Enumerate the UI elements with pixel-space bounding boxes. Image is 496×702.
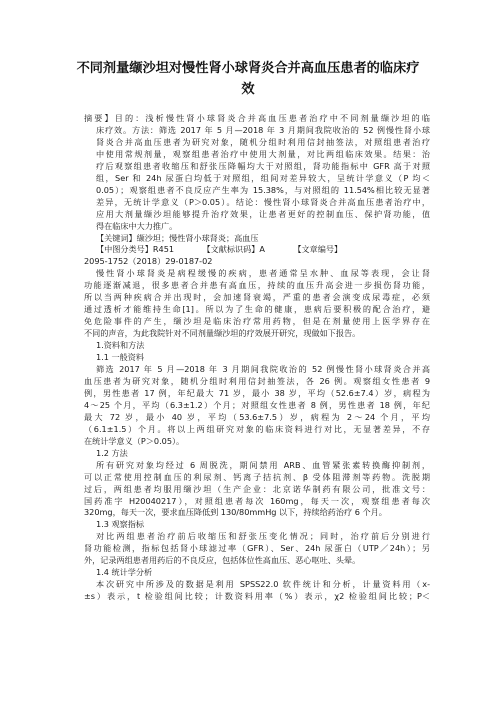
body-line: 筛选 2017 年 5 月—2018 年 3 月期间我院收治的 52 例慢性肾小球肾炎合并高 bbox=[96, 364, 430, 375]
paper-body bbox=[84, 113, 430, 603]
section-heading: 1.资料和方法 bbox=[96, 340, 145, 351]
subsection-heading: 1.1 一般资料 bbox=[96, 352, 145, 363]
abstract-line: 0.05）；观察组患者不良反应产生率为 15.38%，与对照组的 11.54%相比较无显著 bbox=[96, 184, 430, 195]
subsection-heading: 1.2 方法 bbox=[96, 447, 128, 458]
intro-line: 慢性肾小球肾炎是病程缓慢的疾病，患者通常呈水肿、血尿等表现，会让肾 bbox=[96, 268, 430, 279]
intro-line: 不同的声音，为此我院针对不同剂量缬沙坦的疗效展开研究，现做如下报告。 bbox=[84, 328, 361, 339]
body-line: 4～25 个月，平均（6.3±1.2）个月；对照组女性患者 8 例，男性患者 18 例，年纪 bbox=[84, 399, 430, 410]
abstract-line: 得在临床中大力推广。 bbox=[96, 220, 178, 231]
body-line: 可以正常使用控制血压的利尿剂、钙离子拮抗剂、β 受体阻滞剂等药物。洗脱期 bbox=[84, 471, 430, 482]
classification-line: 【中图分类号】R451 【文献标识码】A 【文章编号】 bbox=[96, 244, 343, 255]
body-line: 在统计学意义（P＞0.05）。 bbox=[84, 435, 185, 446]
body-line: 外，记录两组患者用药后的不良反应，包括体位性高血压、恶心呕吐、头晕。 bbox=[84, 555, 361, 566]
body-line: 国药准字 H20040217），对照组患者每次 160mg，每天一次，观察组患者每次 bbox=[84, 495, 430, 506]
abstract-line: 差异，无统计学意义（P＞0.05）。结论：慢性肾小球肾炎合并高血压患者治疗中， bbox=[96, 196, 430, 207]
abstract-line: 中使用常规剂量，观察组患者治疗中使用大剂量，对比两组临床效果。结果：治 bbox=[96, 148, 430, 159]
body-line: 本次研究中所涉及的数据是利用 SPSS22.0 软件统计和分析，计量资料用（x- bbox=[96, 579, 430, 590]
body-line: 例，男性患者 17 例，年纪最大 71 岁，最小 38 岁，平均（52.6±7.4）岁，病程为 bbox=[84, 387, 430, 398]
abstract-line: 组，Ser 和 24h 尿蛋白均低于对照组，组间对差异较大，呈统计学意义（P 均＜ bbox=[96, 172, 430, 183]
paper-title bbox=[40, 58, 456, 100]
body-line: 过后，两组患者均服用缬沙坦（生产企业：北京诺华制药有限公司，批准文号： bbox=[84, 483, 430, 494]
body-line: 所有研究对象均经过 6 周脱洗，期间禁用 ARB、血管紧张素转换酶抑制剂， bbox=[96, 459, 430, 470]
keywords-line: 【关键词】缬沙坦；慢性肾小球肾炎；高血压 bbox=[96, 232, 259, 243]
body-line: ±s）表示，t 检验组间比较；计数资料用率（%）表示，χ2 检验组间比较；P＜ bbox=[84, 591, 430, 602]
body-line: 血压患者为研究对象，随机分组时利用信封抽签法，各 26 例。观察组女性患者 9 bbox=[84, 375, 430, 386]
body-line: 最大 72 岁，最小 40 岁，平均（53.6±7.5）岁，病程为 2～24 个月，平均 bbox=[84, 411, 430, 422]
body-line: 对比两组患者治疗前后收缩压和舒张压变化情况；同时，治疗前后分别进行 bbox=[96, 531, 430, 542]
intro-line: 功能逐渐减退，很多患者合并患有高血压，持续的血压升高会进一步损伤肾功能， bbox=[84, 280, 430, 291]
intro-line: 所以当两种疾病合并出现时，会加速肾衰竭，严重的患者会演变成尿毒症，必须 bbox=[84, 292, 430, 303]
subsection-heading: 1.3 观察指标 bbox=[96, 519, 145, 530]
title-line: 不同剂量缬沙坦对慢性肾小球肾炎合并高血压患者的临床疗 bbox=[76, 61, 420, 76]
subsection-heading: 1.4 统计学分析 bbox=[96, 567, 153, 578]
abstract-line: 床疗效。方法：筛选 2017 年 5 月—2018 年 3 月期间我院收治的 52 例慢性肾小球 bbox=[96, 124, 430, 135]
body-line: 320mg，每天一次，要求血压降低到 130/80mmHg 以下，持续给药治疗 6 个月。 bbox=[84, 507, 387, 518]
abstract-line: 应用大剂量缬沙坦能够提升治疗效果，让患者更好的控制血压、保护肾功能，值 bbox=[96, 208, 430, 219]
title-line: 效 bbox=[241, 82, 255, 97]
body-line: （6.1±1.5）个月。将以上两组研究对象的临床资料进行对比，无显著差异，不存 bbox=[84, 423, 430, 434]
abstract-line: 摘要】目的：浅析慢性肾小球肾炎合并高血压患者治疗中不同剂量缬沙坦的临 bbox=[84, 113, 430, 123]
intro-line: 通过透析才能维持生命[1]。所以为了生命的健康，患病后要积极的配合治疗，避 bbox=[84, 304, 430, 315]
intro-line: 免危险事件的产生，缬沙坦是临床治疗常用药物，但是在剂量使用上医学界存在 bbox=[84, 316, 430, 327]
abstract-line: 疗后观察组患者收缩压和舒张压降幅均大于对照组，肾功能指标中 GFR 高于对照 bbox=[96, 160, 430, 171]
article-number-line: 2095-1752（2018）29-0187-02 bbox=[84, 256, 213, 267]
abstract-line: 肾炎合并高血压患者为研究对象，随机分组时利用信封抽签法，对照组患者治疗 bbox=[96, 136, 430, 147]
body-line: 肾功能检测，指标包括肾小球滤过率（GFR）、Ser、24h 尿蛋白（UTP／24h）；另 bbox=[84, 543, 430, 554]
